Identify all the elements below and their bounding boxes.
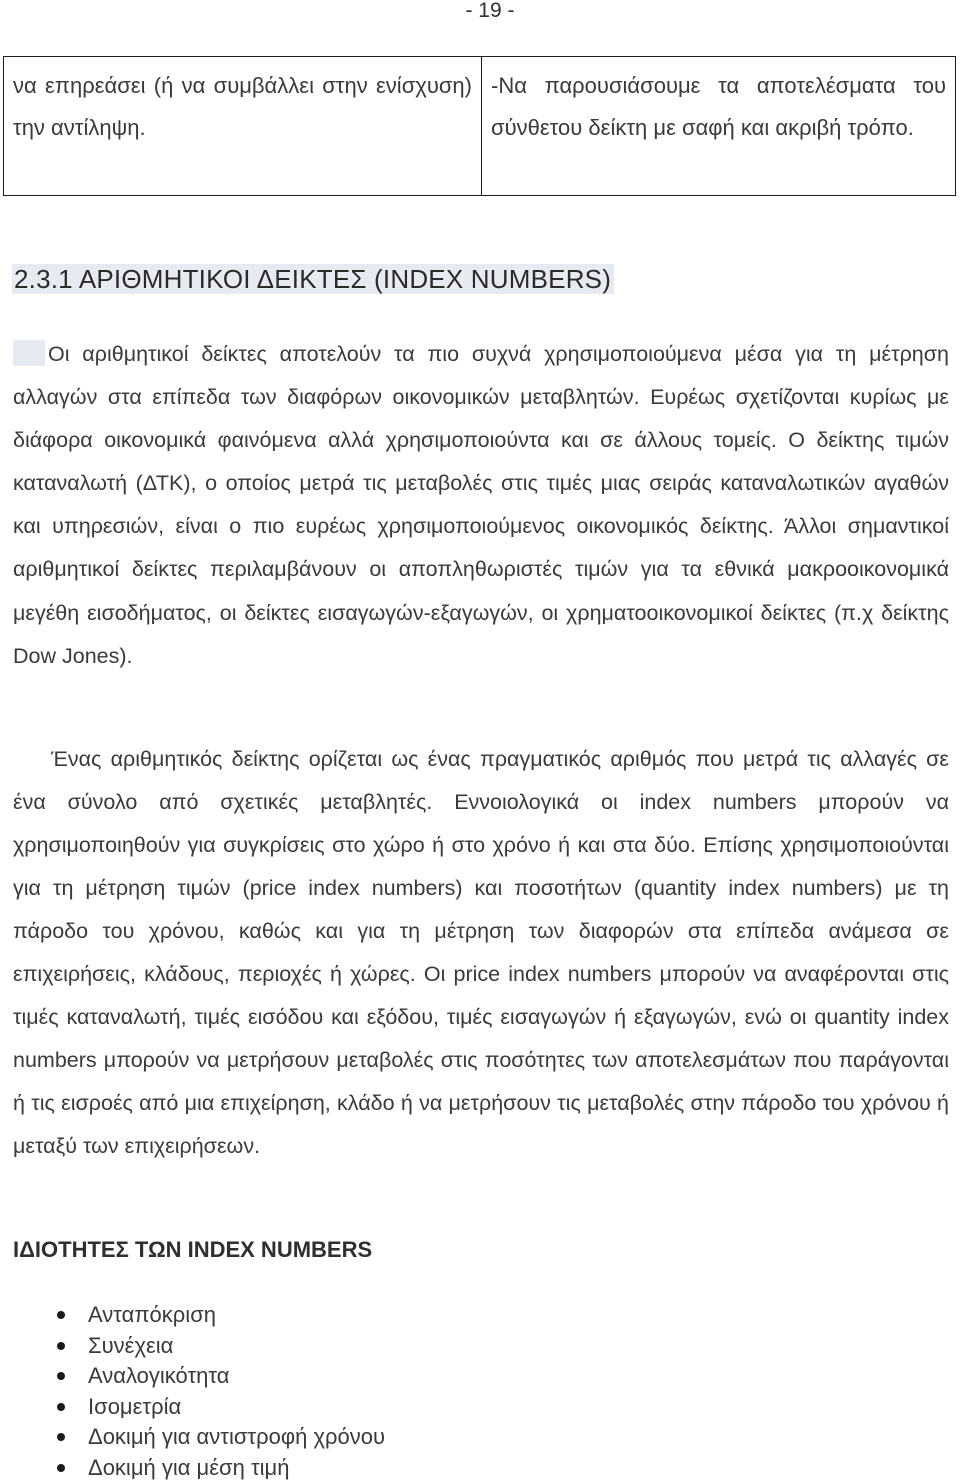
list-item: Δοκιμή για αντιστροφή χρόνου: [88, 1422, 385, 1453]
indent-highlight: [13, 340, 45, 366]
paragraph-definition: Ένας αριθμητικός δείκτης ορίζεται ως ένας πραγματικός αριθμός που μετρά τις αλλαγές σε ένα σύνολο από σχετικές μεταβλητές. Εννοιολογικά οι index numbers μπορούν να χρησιμοποιηθούν για συγκρίσεις στο χώρο ή στο χρόνο ή και στα δύο. Επίσης χρησιμοποιούνται για τη μέτρηση τιμών (price index numbers) και ποσοτήτων (quantity index numbers) με τη πάροδο του χρόνου, καθώς και για τη μέτρηση των διαφορών στα επίπεδα ανάμεσα σε επιχειρήσεις, κλάδους, περιοχές ή χώρες. Οι price index numbers μπορούν να αναφέρονται στις τιμές καταναλωτή, τιμές εισόδου και εξόδου, τιμές εισαγωγών ή εξαγωγών, ενώ οι quantity index numbers μπορούν να μετρήσουν μεταβολές στις ποσότητες των αποτελεσμάτων που παράγονται ή τις εισροές από μια επιχείρηση, κλάδο ή να μετρήσουν τις μεταβολές στην πάροδο του χρόνου ή μεταξύ των επιχειρήσεων.: [13, 747, 949, 1158]
bullet-icon: [57, 1342, 65, 1350]
table-row: [4, 57, 956, 196]
table-cell-right: -Να παρουσιάσουμε τα αποτελέσματα του σύνθετου δείκτη με σαφή και ακριβή τρόπο.: [482, 57, 956, 196]
bullet-icon: [57, 1372, 65, 1380]
table-cell-left: να επηρεάσει (ή να συμβάλλει στην ενίσχυση) την αντίληψη.: [4, 57, 482, 196]
page-number: - 19 -: [465, 0, 515, 22]
bullet-icon: [57, 1464, 65, 1472]
section-heading-text: 2.3.1 ΑΡΙΘΜΗΤΙΚΟΙ ΔΕΙΚΤΕΣ (INDEX NUMBERS): [12, 264, 614, 294]
list-item: Συνέχεια: [88, 1331, 385, 1362]
properties-list: [88, 1300, 385, 1483]
bullet-icon: [57, 1311, 65, 1319]
list-item: Ανταπόκριση: [88, 1300, 385, 1331]
paragraph-intro-text: Οι αριθμητικοί δείκτες αποτελούν τα πιο συχνά χρησιμοποιούμενα μέσα για τη μέτρηση αλλαγών στα επίπεδα των διαφόρων οικονομικών μεταβλητών. Ευρέως σχετίζονται κυρίως με διάφορα οικονομικά φαινόμενα αλλά χρησιμοποιούντα και σε άλλους τομείς. Ο δείκτης τιμών καταναλωτή (ΔΤΚ), ο οποίος μετρά τις μεταβολές στις τιμές μιας σειράς καταναλωτικών αγαθών και υπηρεσιών, είναι ο πιο ευρέως χρησιμοποιούμενος οικονομικός δείκτης. Άλλοι σημαντικοί αριθμητικοί δείκτες περιλαμβάνουν οι αποπληθωριστές τιμών για τα εθνικά μακροοικονομικά μεγέθη εισοδήματος, οι δείκτες εισαγωγών-εξαγωγών, οι χρηματοοικονομικοί δείκτες (π.χ δείκτης Dow Jones).: [13, 342, 949, 668]
bullet-icon: [57, 1433, 65, 1441]
properties-heading: ΙΔΙΟΤΗΤΕΣ ΤΩΝ INDEX NUMBERS: [13, 1237, 373, 1262]
bullet-icon: [57, 1403, 65, 1411]
paragraph-intro: [13, 333, 949, 678]
list-item: Δοκιμή για μέση τιμή: [88, 1453, 385, 1484]
list-item: Αναλογικότητα: [88, 1361, 385, 1392]
continued-table: [3, 56, 956, 196]
list-item: Ισομετρία: [88, 1392, 385, 1423]
section-heading: [12, 261, 614, 297]
